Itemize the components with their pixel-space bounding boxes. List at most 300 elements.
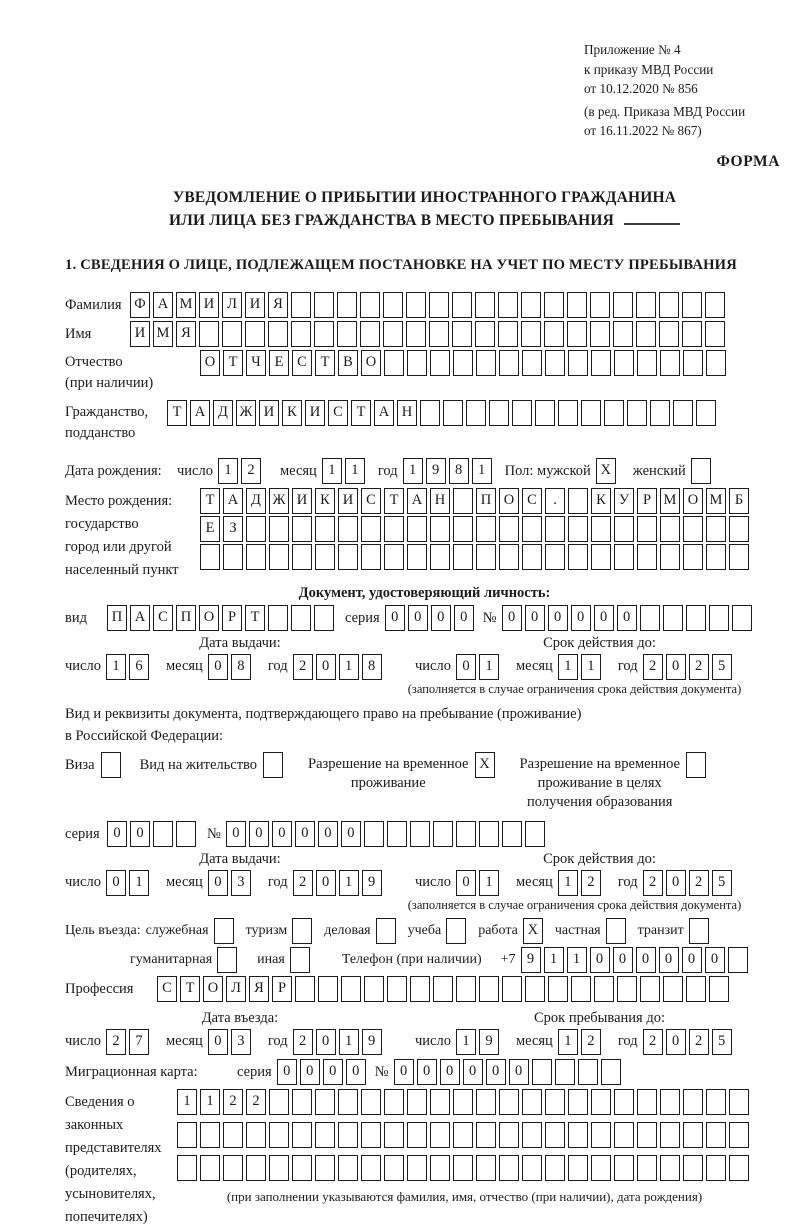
migration-number-cell[interactable] <box>555 1059 575 1085</box>
birth-place-cell[interactable]: П <box>476 488 496 514</box>
birth-place-cell[interactable] <box>315 516 335 542</box>
surname-cell[interactable]: И <box>245 292 265 318</box>
residence-issue-day-cell[interactable]: 1 <box>129 870 149 896</box>
purpose-private-checkbox-cell[interactable] <box>606 918 626 944</box>
citizenship-cell[interactable]: Т <box>167 400 187 426</box>
citizenship-cell[interactable] <box>696 400 716 426</box>
name-cell[interactable] <box>245 321 265 347</box>
migration-series-cell[interactable]: 0 <box>323 1059 343 1085</box>
representatives-cell[interactable] <box>591 1122 611 1148</box>
residence-issue-year-cell[interactable]: 1 <box>339 870 359 896</box>
citizenship-cell[interactable] <box>420 400 440 426</box>
doc-issue-day-cell[interactable]: 1 <box>106 654 126 680</box>
representatives-cell[interactable] <box>315 1155 335 1181</box>
representatives-cell[interactable] <box>591 1089 611 1115</box>
representatives-cell[interactable] <box>706 1089 726 1115</box>
doc-series-cell[interactable]: 0 <box>385 605 405 631</box>
representatives-cell[interactable] <box>683 1122 703 1148</box>
surname-cell[interactable]: М <box>176 292 196 318</box>
migration-number-cell[interactable] <box>601 1059 621 1085</box>
surname-cell[interactable] <box>636 292 656 318</box>
citizenship-cell[interactable]: К <box>282 400 302 426</box>
birth-year-cell[interactable]: 1 <box>472 458 492 484</box>
migration-number-cell[interactable] <box>578 1059 598 1085</box>
patronymic-cell[interactable] <box>476 350 496 376</box>
residence-number-cell[interactable]: 0 <box>341 821 361 847</box>
name-cell[interactable] <box>475 321 495 347</box>
phone-cell[interactable]: 0 <box>659 947 679 973</box>
representatives-cell[interactable] <box>177 1155 197 1181</box>
entry-year-cell[interactable]: 2 <box>293 1029 313 1055</box>
patronymic-cell[interactable] <box>407 350 427 376</box>
patronymic-cell[interactable]: В <box>338 350 358 376</box>
birth-place-cell[interactable] <box>522 516 542 542</box>
surname-cell[interactable]: А <box>153 292 173 318</box>
residence-valid-year-cell[interactable]: 5 <box>712 870 732 896</box>
birth-place-cell[interactable] <box>407 516 427 542</box>
patronymic-cell[interactable] <box>568 350 588 376</box>
profession-cell[interactable] <box>456 976 476 1002</box>
representatives-cell[interactable] <box>614 1122 634 1148</box>
birth-place-cell[interactable]: С <box>361 488 381 514</box>
representatives-cell[interactable] <box>568 1155 588 1181</box>
residence-number-cell[interactable] <box>433 821 453 847</box>
birth-place-cell[interactable] <box>223 544 243 570</box>
migration-number-cell[interactable] <box>532 1059 552 1085</box>
representatives-cell[interactable] <box>269 1155 289 1181</box>
birth-place-cell[interactable]: Д <box>246 488 266 514</box>
name-cell[interactable] <box>636 321 656 347</box>
birth-place-cell[interactable] <box>361 544 381 570</box>
citizenship-cell[interactable] <box>489 400 509 426</box>
purpose-other-checkbox-cell[interactable] <box>290 947 310 973</box>
doc-issue-year-cell[interactable]: 2 <box>293 654 313 680</box>
migration-number-cell[interactable]: 0 <box>509 1059 529 1085</box>
birth-place-cell[interactable]: И <box>292 488 312 514</box>
residence-issue-month-cell[interactable]: 3 <box>231 870 251 896</box>
patronymic-cell[interactable]: С <box>292 350 312 376</box>
doc-type-cell[interactable]: П <box>176 605 196 631</box>
representatives-cell[interactable] <box>384 1089 404 1115</box>
birth-place-cell[interactable] <box>591 516 611 542</box>
birth-place-cell[interactable] <box>568 516 588 542</box>
doc-type-cell[interactable]: П <box>107 605 127 631</box>
profession-cell[interactable] <box>502 976 522 1002</box>
representatives-cell[interactable] <box>338 1155 358 1181</box>
citizenship-cell[interactable]: А <box>374 400 394 426</box>
doc-number-cell[interactable] <box>732 605 752 631</box>
birth-place-cell[interactable]: Т <box>384 488 404 514</box>
representatives-cell[interactable] <box>522 1155 542 1181</box>
patronymic-cell[interactable] <box>545 350 565 376</box>
stay-day-cell[interactable]: 1 <box>456 1029 476 1055</box>
doc-issue-year-cell[interactable]: 0 <box>316 654 336 680</box>
birth-place-cell[interactable] <box>614 516 634 542</box>
stay-year-cell[interactable]: 2 <box>689 1029 709 1055</box>
patronymic-cell[interactable] <box>591 350 611 376</box>
birth-place-cell[interactable] <box>499 516 519 542</box>
birth-place-cell[interactable]: С <box>522 488 542 514</box>
birth-place-cell[interactable] <box>476 516 496 542</box>
representatives-cell[interactable] <box>292 1122 312 1148</box>
doc-number-cell[interactable]: 0 <box>594 605 614 631</box>
birth-place-cell[interactable]: О <box>499 488 519 514</box>
birth-place-cell[interactable]: А <box>223 488 243 514</box>
doc-issue-year-cell[interactable]: 1 <box>339 654 359 680</box>
doc-valid-day-cell[interactable]: 0 <box>456 654 476 680</box>
representatives-cell[interactable] <box>361 1089 381 1115</box>
stay-day-cell[interactable]: 9 <box>479 1029 499 1055</box>
representatives-cell[interactable] <box>614 1155 634 1181</box>
name-cell[interactable] <box>498 321 518 347</box>
doc-issue-month-cell[interactable]: 8 <box>231 654 251 680</box>
citizenship-cell[interactable] <box>512 400 532 426</box>
representatives-cell[interactable] <box>315 1122 335 1148</box>
representatives-cell[interactable] <box>522 1122 542 1148</box>
representatives-cell[interactable] <box>683 1089 703 1115</box>
representatives-cell[interactable] <box>729 1089 749 1115</box>
birth-place-cell[interactable] <box>269 544 289 570</box>
birth-place-cell[interactable] <box>683 544 703 570</box>
citizenship-cell[interactable] <box>673 400 693 426</box>
doc-number-cell[interactable]: 0 <box>502 605 522 631</box>
representatives-cell[interactable] <box>407 1089 427 1115</box>
birth-place-cell[interactable]: Б <box>729 488 749 514</box>
representatives-cell[interactable] <box>292 1089 312 1115</box>
purpose-transit-checkbox-cell[interactable] <box>689 918 709 944</box>
surname-cell[interactable] <box>314 292 334 318</box>
representatives-cell[interactable] <box>568 1122 588 1148</box>
birth-day-cell[interactable]: 2 <box>241 458 261 484</box>
migration-series-cell[interactable]: 0 <box>277 1059 297 1085</box>
name-cell[interactable] <box>613 321 633 347</box>
patronymic-cell[interactable] <box>499 350 519 376</box>
doc-issue-year-cell[interactable]: 8 <box>362 654 382 680</box>
phone-cell[interactable]: 0 <box>590 947 610 973</box>
migration-number-cell[interactable]: 0 <box>463 1059 483 1085</box>
doc-type-cell[interactable] <box>291 605 311 631</box>
representatives-cell[interactable] <box>246 1122 266 1148</box>
birth-place-cell[interactable]: Е <box>200 516 220 542</box>
birth-place-cell[interactable]: Т <box>200 488 220 514</box>
temp-residence-edu-checkbox-cell[interactable] <box>686 752 706 778</box>
profession-cell[interactable]: Т <box>180 976 200 1002</box>
name-cell[interactable]: М <box>153 321 173 347</box>
doc-type-cell[interactable] <box>314 605 334 631</box>
name-cell[interactable] <box>222 321 242 347</box>
profession-cell[interactable] <box>295 976 315 1002</box>
profession-cell[interactable] <box>686 976 706 1002</box>
surname-cell[interactable] <box>337 292 357 318</box>
doc-series-cell[interactable]: 0 <box>431 605 451 631</box>
name-cell[interactable] <box>383 321 403 347</box>
representatives-cell[interactable] <box>453 1089 473 1115</box>
citizenship-cell[interactable] <box>581 400 601 426</box>
representatives-cell[interactable] <box>361 1122 381 1148</box>
male-checkbox-cell[interactable]: X <box>596 458 616 484</box>
birth-place-cell[interactable] <box>545 544 565 570</box>
profession-cell[interactable] <box>617 976 637 1002</box>
name-cell[interactable] <box>544 321 564 347</box>
doc-number-cell[interactable] <box>686 605 706 631</box>
residence-issue-month-cell[interactable]: 0 <box>208 870 228 896</box>
representatives-cell[interactable]: 1 <box>200 1089 220 1115</box>
surname-cell[interactable] <box>452 292 472 318</box>
female-checkbox-cell[interactable] <box>691 458 711 484</box>
birth-place-cell[interactable] <box>660 544 680 570</box>
doc-number-cell[interactable] <box>709 605 729 631</box>
birth-place-cell[interactable] <box>614 544 634 570</box>
entry-day-cell[interactable]: 2 <box>106 1029 126 1055</box>
patronymic-cell[interactable] <box>637 350 657 376</box>
patronymic-cell[interactable]: О <box>361 350 381 376</box>
representatives-cell[interactable] <box>338 1089 358 1115</box>
representatives-cell[interactable]: 1 <box>177 1089 197 1115</box>
birth-place-cell[interactable] <box>407 544 427 570</box>
profession-cell[interactable] <box>709 976 729 1002</box>
residence-number-cell[interactable] <box>456 821 476 847</box>
birth-place-cell[interactable] <box>361 516 381 542</box>
temp-residence-checkbox-cell[interactable]: X <box>475 752 495 778</box>
profession-cell[interactable] <box>663 976 683 1002</box>
representatives-cell[interactable] <box>660 1122 680 1148</box>
birth-place-cell[interactable] <box>269 516 289 542</box>
birth-place-cell[interactable] <box>591 544 611 570</box>
representatives-cell[interactable] <box>338 1122 358 1148</box>
name-cell[interactable] <box>429 321 449 347</box>
doc-valid-year-cell[interactable]: 2 <box>689 654 709 680</box>
surname-cell[interactable]: Л <box>222 292 242 318</box>
birth-place-cell[interactable]: Н <box>430 488 450 514</box>
residence-number-cell[interactable]: 0 <box>226 821 246 847</box>
surname-cell[interactable]: Ф <box>130 292 150 318</box>
phone-cell[interactable] <box>728 947 748 973</box>
birth-place-cell[interactable] <box>545 516 565 542</box>
representatives-cell[interactable] <box>499 1122 519 1148</box>
name-cell[interactable] <box>590 321 610 347</box>
representatives-cell[interactable] <box>591 1155 611 1181</box>
profession-cell[interactable] <box>594 976 614 1002</box>
name-cell[interactable] <box>337 321 357 347</box>
representatives-cell[interactable] <box>384 1122 404 1148</box>
citizenship-cell[interactable]: И <box>259 400 279 426</box>
doc-valid-month-cell[interactable]: 1 <box>581 654 601 680</box>
representatives-cell[interactable] <box>545 1155 565 1181</box>
patronymic-cell[interactable] <box>384 350 404 376</box>
representatives-cell[interactable] <box>315 1089 335 1115</box>
birth-month-cell[interactable]: 1 <box>322 458 342 484</box>
representatives-cell[interactable] <box>499 1155 519 1181</box>
doc-type-cell[interactable] <box>268 605 288 631</box>
birth-place-cell[interactable]: З <box>223 516 243 542</box>
citizenship-cell[interactable]: С <box>328 400 348 426</box>
representatives-cell[interactable] <box>614 1089 634 1115</box>
representatives-cell[interactable] <box>453 1122 473 1148</box>
birth-day-cell[interactable]: 1 <box>218 458 238 484</box>
birth-place-cell[interactable] <box>200 544 220 570</box>
doc-number-cell[interactable] <box>663 605 683 631</box>
migration-number-cell[interactable]: 0 <box>486 1059 506 1085</box>
surname-cell[interactable] <box>498 292 518 318</box>
profession-cell[interactable] <box>433 976 453 1002</box>
name-cell[interactable] <box>314 321 334 347</box>
birth-place-cell[interactable] <box>568 544 588 570</box>
patronymic-cell[interactable]: Е <box>269 350 289 376</box>
birth-place-cell[interactable]: Р <box>637 488 657 514</box>
stay-month-cell[interactable]: 2 <box>581 1029 601 1055</box>
citizenship-cell[interactable] <box>443 400 463 426</box>
citizenship-cell[interactable]: И <box>305 400 325 426</box>
stay-year-cell[interactable]: 5 <box>712 1029 732 1055</box>
representatives-cell[interactable] <box>177 1122 197 1148</box>
representatives-cell[interactable] <box>499 1089 519 1115</box>
phone-cell[interactable]: 9 <box>521 947 541 973</box>
surname-cell[interactable] <box>544 292 564 318</box>
patronymic-cell[interactable] <box>660 350 680 376</box>
migration-series-cell[interactable]: 0 <box>300 1059 320 1085</box>
stay-year-cell[interactable]: 2 <box>643 1029 663 1055</box>
profession-cell[interactable]: Я <box>249 976 269 1002</box>
surname-cell[interactable] <box>659 292 679 318</box>
birth-place-cell[interactable]: М <box>660 488 680 514</box>
doc-type-cell[interactable]: Т <box>245 605 265 631</box>
profession-cell[interactable] <box>571 976 591 1002</box>
residence-valid-month-cell[interactable]: 2 <box>581 870 601 896</box>
representatives-cell[interactable]: 2 <box>223 1089 243 1115</box>
representatives-cell[interactable]: 2 <box>246 1089 266 1115</box>
representatives-cell[interactable] <box>660 1089 680 1115</box>
representatives-cell[interactable] <box>637 1155 657 1181</box>
representatives-cell[interactable] <box>200 1122 220 1148</box>
birth-place-cell[interactable]: И <box>338 488 358 514</box>
birth-place-cell[interactable] <box>453 516 473 542</box>
patronymic-cell[interactable]: О <box>200 350 220 376</box>
doc-valid-month-cell[interactable]: 1 <box>558 654 578 680</box>
doc-number-cell[interactable]: 0 <box>548 605 568 631</box>
birth-place-cell[interactable] <box>706 516 726 542</box>
residence-series-cell[interactable] <box>176 821 196 847</box>
birth-place-cell[interactable] <box>430 544 450 570</box>
doc-number-cell[interactable]: 0 <box>571 605 591 631</box>
stay-month-cell[interactable]: 1 <box>558 1029 578 1055</box>
profession-cell[interactable]: С <box>157 976 177 1002</box>
representatives-cell[interactable] <box>407 1122 427 1148</box>
phone-cell[interactable]: 0 <box>705 947 725 973</box>
representatives-cell[interactable] <box>476 1155 496 1181</box>
representatives-cell[interactable] <box>568 1089 588 1115</box>
residence-number-cell[interactable]: 0 <box>318 821 338 847</box>
representatives-cell[interactable] <box>223 1155 243 1181</box>
representatives-cell[interactable] <box>729 1122 749 1148</box>
birth-place-cell[interactable] <box>706 544 726 570</box>
surname-cell[interactable] <box>705 292 725 318</box>
surname-cell[interactable] <box>360 292 380 318</box>
birth-place-cell[interactable]: К <box>315 488 335 514</box>
representatives-cell[interactable] <box>407 1155 427 1181</box>
residence-series-cell[interactable] <box>153 821 173 847</box>
doc-series-cell[interactable]: 0 <box>454 605 474 631</box>
residence-number-cell[interactable]: 0 <box>295 821 315 847</box>
profession-cell[interactable] <box>341 976 361 1002</box>
representatives-cell[interactable] <box>292 1155 312 1181</box>
surname-cell[interactable]: Я <box>268 292 288 318</box>
citizenship-cell[interactable] <box>627 400 647 426</box>
name-cell[interactable]: Я <box>176 321 196 347</box>
profession-cell[interactable]: О <box>203 976 223 1002</box>
birth-place-cell[interactable]: К <box>591 488 611 514</box>
phone-cell[interactable]: 0 <box>682 947 702 973</box>
purpose-humanitarian-checkbox-cell[interactable] <box>217 947 237 973</box>
representatives-cell[interactable] <box>269 1089 289 1115</box>
birth-year-cell[interactable]: 9 <box>426 458 446 484</box>
name-cell[interactable] <box>291 321 311 347</box>
doc-type-cell[interactable]: С <box>153 605 173 631</box>
name-cell[interactable] <box>659 321 679 347</box>
representatives-cell[interactable] <box>476 1089 496 1115</box>
name-cell[interactable] <box>705 321 725 347</box>
residence-valid-month-cell[interactable]: 1 <box>558 870 578 896</box>
birth-place-cell[interactable] <box>338 544 358 570</box>
phone-cell[interactable]: 0 <box>636 947 656 973</box>
birth-place-cell[interactable] <box>246 544 266 570</box>
citizenship-cell[interactable]: Н <box>397 400 417 426</box>
birth-place-cell[interactable]: О <box>683 488 703 514</box>
profession-cell[interactable] <box>479 976 499 1002</box>
representatives-cell[interactable] <box>729 1155 749 1181</box>
citizenship-cell[interactable] <box>558 400 578 426</box>
birth-place-cell[interactable] <box>637 516 657 542</box>
residence-valid-year-cell[interactable]: 2 <box>689 870 709 896</box>
profession-cell[interactable] <box>410 976 430 1002</box>
representatives-cell[interactable] <box>522 1089 542 1115</box>
residence-permit-checkbox-cell[interactable] <box>263 752 283 778</box>
representatives-cell[interactable] <box>223 1122 243 1148</box>
residence-valid-year-cell[interactable]: 2 <box>643 870 663 896</box>
doc-issue-day-cell[interactable]: 6 <box>129 654 149 680</box>
representatives-cell[interactable] <box>637 1122 657 1148</box>
entry-year-cell[interactable]: 9 <box>362 1029 382 1055</box>
entry-month-cell[interactable]: 0 <box>208 1029 228 1055</box>
residence-number-cell[interactable] <box>479 821 499 847</box>
representatives-cell[interactable] <box>246 1155 266 1181</box>
migration-number-cell[interactable]: 0 <box>417 1059 437 1085</box>
representatives-cell[interactable] <box>200 1155 220 1181</box>
surname-cell[interactable] <box>291 292 311 318</box>
representatives-cell[interactable] <box>361 1155 381 1181</box>
name-cell[interactable] <box>268 321 288 347</box>
doc-type-cell[interactable]: О <box>199 605 219 631</box>
doc-number-cell[interactable]: 0 <box>617 605 637 631</box>
name-cell[interactable] <box>567 321 587 347</box>
birth-place-cell[interactable] <box>430 516 450 542</box>
patronymic-cell[interactable] <box>522 350 542 376</box>
birth-place-cell[interactable] <box>637 544 657 570</box>
representatives-cell[interactable] <box>476 1122 496 1148</box>
patronymic-cell[interactable] <box>453 350 473 376</box>
patronymic-cell[interactable] <box>430 350 450 376</box>
representatives-cell[interactable] <box>545 1089 565 1115</box>
phone-cell[interactable]: 1 <box>544 947 564 973</box>
birth-place-cell[interactable] <box>315 544 335 570</box>
citizenship-cell[interactable] <box>535 400 555 426</box>
residence-valid-day-cell[interactable]: 1 <box>479 870 499 896</box>
citizenship-cell[interactable]: Ж <box>236 400 256 426</box>
name-cell[interactable] <box>521 321 541 347</box>
patronymic-cell[interactable]: Ч <box>246 350 266 376</box>
birth-place-cell[interactable] <box>246 516 266 542</box>
birth-place-cell[interactable] <box>660 516 680 542</box>
representatives-cell[interactable] <box>706 1155 726 1181</box>
